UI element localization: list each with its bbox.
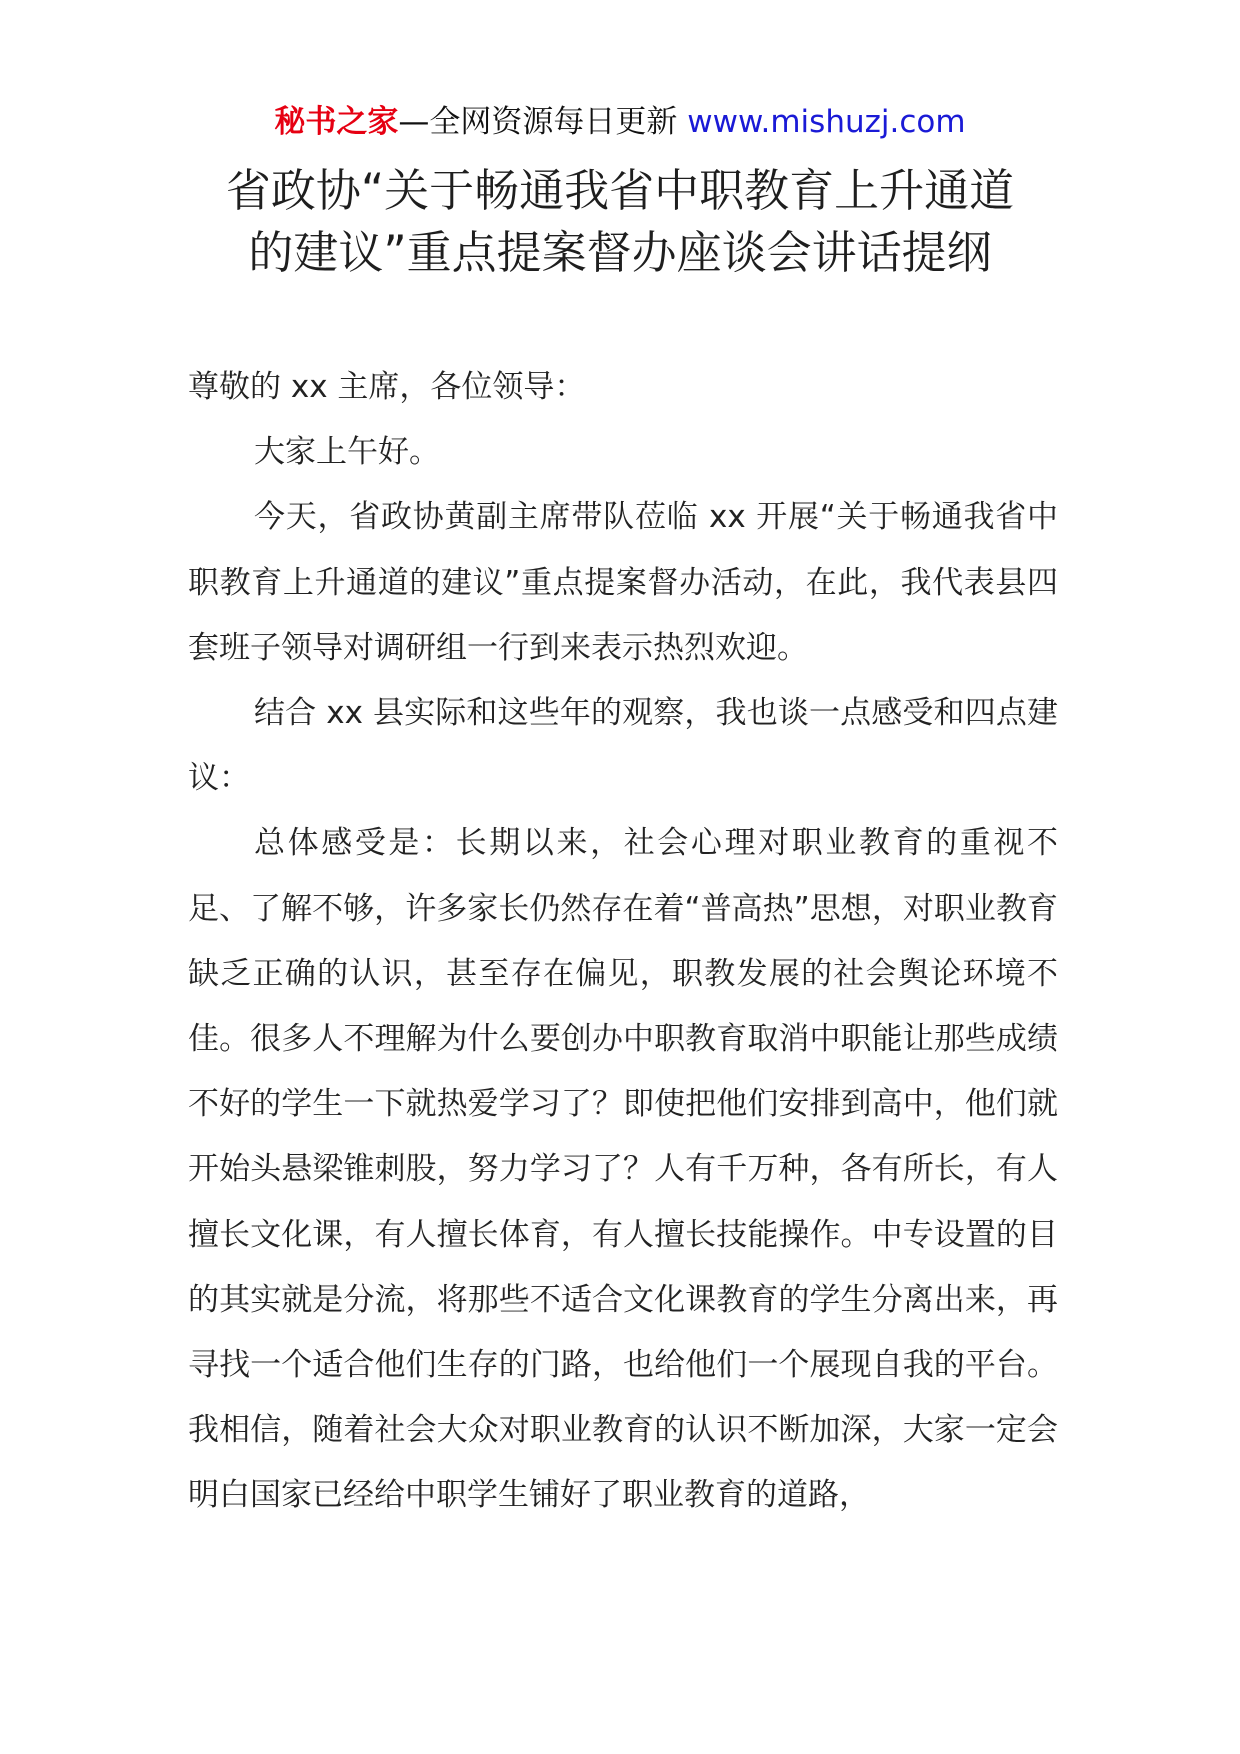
site-header: [0, 100, 1240, 144]
document-body: [188, 355, 1058, 1529]
greeting-paragraph: 大家上午好。: [254, 434, 440, 471]
document-title: [150, 160, 1090, 284]
site-url-link[interactable]: www.mishuzj.com: [687, 104, 966, 140]
overall-feeling-paragraph: 总体感受是：长期以来，社会心理对职业教育的重视不足、了解不够，许多家长仍然存在着“普高热”思想，对职业教育缺乏正确的认识，甚至存在偏见，职教发展的社会舆论环境不佳。很多人不理解为什么要创办中职教育取消中职能让那些成绩不好的学生一下就热爱学习了？即使把他们安排到高中，他们就开始头悬梁锥刺股，努力学习了？人有千万种，各有所长，有人擅长文化课，有人擅长体育，有人擅长技能操作。中专设置的目的其实就是分流，将那些不适合文化课教育的学生分离出来，再寻找一个适合他们生存的门路，也给他们一个展现自我的平台。我相信，随着社会大众对职业教育的认识不断加深，大家一定会明白国家已经给中职学生铺好了职业教育的道路，: [188, 825, 1058, 1514]
welcome-paragraph: 今天，省政协黄副主席带队莅临 xx 开展“关于畅通我省中职教育上升通道的建议”重点提案督办活动，在此，我代表县四套班子领导对调研组一行到来表示热烈欢迎。: [188, 499, 1058, 666]
title-line-2: 的建议”重点提案督办座谈会讲话提纲: [248, 226, 992, 279]
title-line-1: 省政协“关于畅通我省中职教育上升通道: [225, 164, 1015, 217]
header-slogan: —全网资源每日更新: [398, 104, 678, 140]
salutation: 尊敬的 xx 主席，各位领导：: [188, 369, 586, 405]
brand-name: 秘书之家: [274, 104, 399, 140]
intro-paragraph: 结合 xx 县实际和这些年的观察，我也谈一点感受和四点建议：: [188, 695, 1058, 797]
